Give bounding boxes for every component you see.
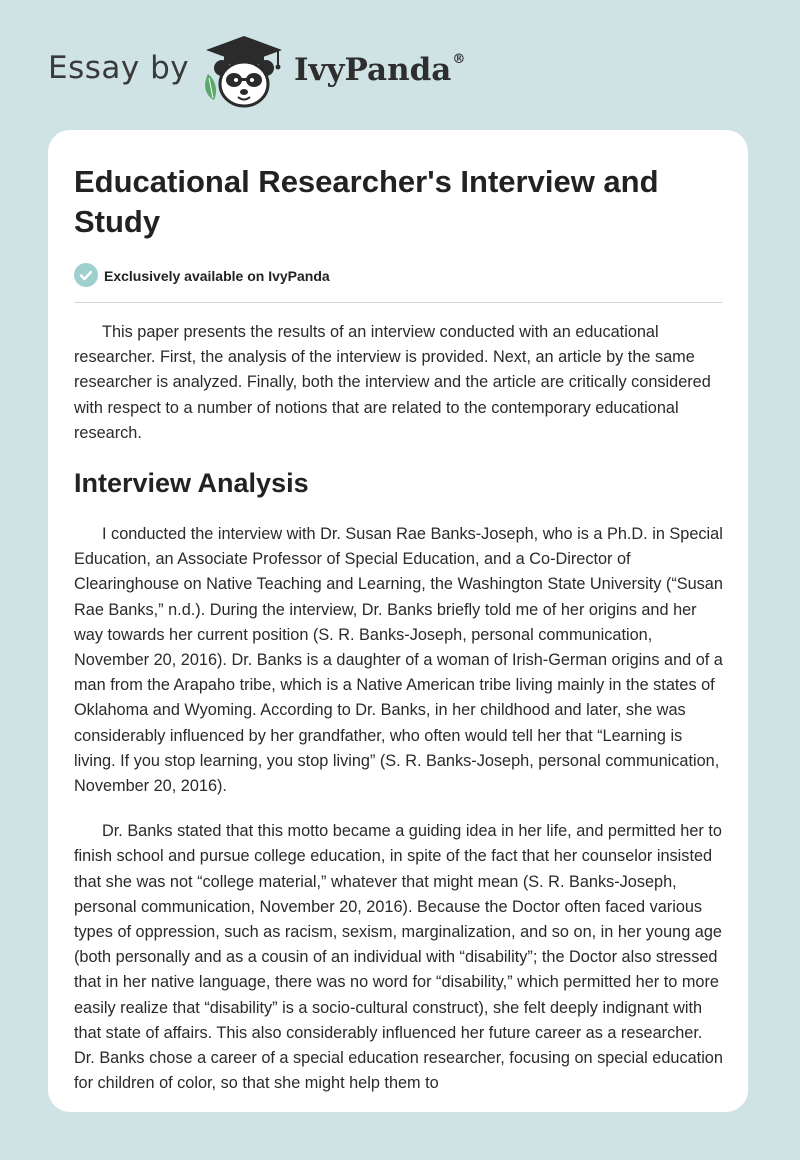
body-paragraph: I conducted the interview with Dr. Susan Rae Banks-Joseph, who is a Ph.D. in Special Education, an Associate Professor of Special Education, and a Co-Director of Clearinghouse on Native Teaching and Learning, the Washington State University (“Susan Rae Banks,” n.d.). During the interview, Dr. Banks briefly told me of her origins and her way towards her current position (S. R. Banks-Joseph, personal communication, November 20, 2016). Dr. Banks is a daughter of a woman of Irish-German origins and of a man from the Arapaho tribe, which is a Native American tribe living mainly in the states of Oklahoma and Wyoming. According to Dr. Banks, in her childhood and later, she was considerably influenced by her grandfather, who often would tell her that “Learning is living. If you stop learning, you stop living” (S. R. Banks-Joseph, personal communication, November 20, 2016).	[74, 525, 723, 796]
panda-graduate-logo-icon	[200, 34, 290, 110]
checkmark-circle-icon	[74, 263, 98, 287]
brand-text: IvyPanda	[294, 52, 452, 88]
exclusive-badge-label: Exclusively available on IvyPanda	[104, 268, 330, 284]
divider	[74, 302, 722, 303]
section-heading: Interview Analysis	[74, 468, 309, 499]
essay-card	[48, 130, 748, 1112]
intro-paragraph: This paper presents the results of an interview conducted with an educational researcher. First, the analysis of the interview is provided. Next, an article by the same researcher is analyzed. Finally, both the interview and the article are critically considered with respect to a number of notions that are related to the contemporary educational research.	[74, 323, 711, 442]
essay-title: Educational Researcher's Interview and Study	[74, 164, 659, 239]
registered-mark: ®	[452, 51, 466, 67]
body-paragraph: Dr. Banks stated that this motto became a guiding idea in her life, and permitted her to finish school and pursue college education, in spite of the fact that her counselor insisted that she was not “college material,” whatever that might mean (S. R. Banks-Joseph, personal communication, November 20, 2016). Because the Doctor often faced various types of oppression, such as racism, sexism, marginalization, and so on, in her young age (both personally and as a cousin of an individual with “disability”; the Doctor also stressed that in her native language, there was no word for “disability,” which permitted her to more easily realize that “disability” is a socio-cultural construct), she felt deeply indignant with that state of affairs. This also considerably influenced her future career as a researcher. Dr. Banks chose a career of a special education researcher, focusing on special education for children of color, so that she might help them to	[74, 822, 723, 1093]
essay-by-label: Essay by	[48, 50, 190, 86]
essay-body	[74, 320, 724, 1112]
site-header	[0, 0, 800, 130]
brand-name	[294, 52, 465, 88]
